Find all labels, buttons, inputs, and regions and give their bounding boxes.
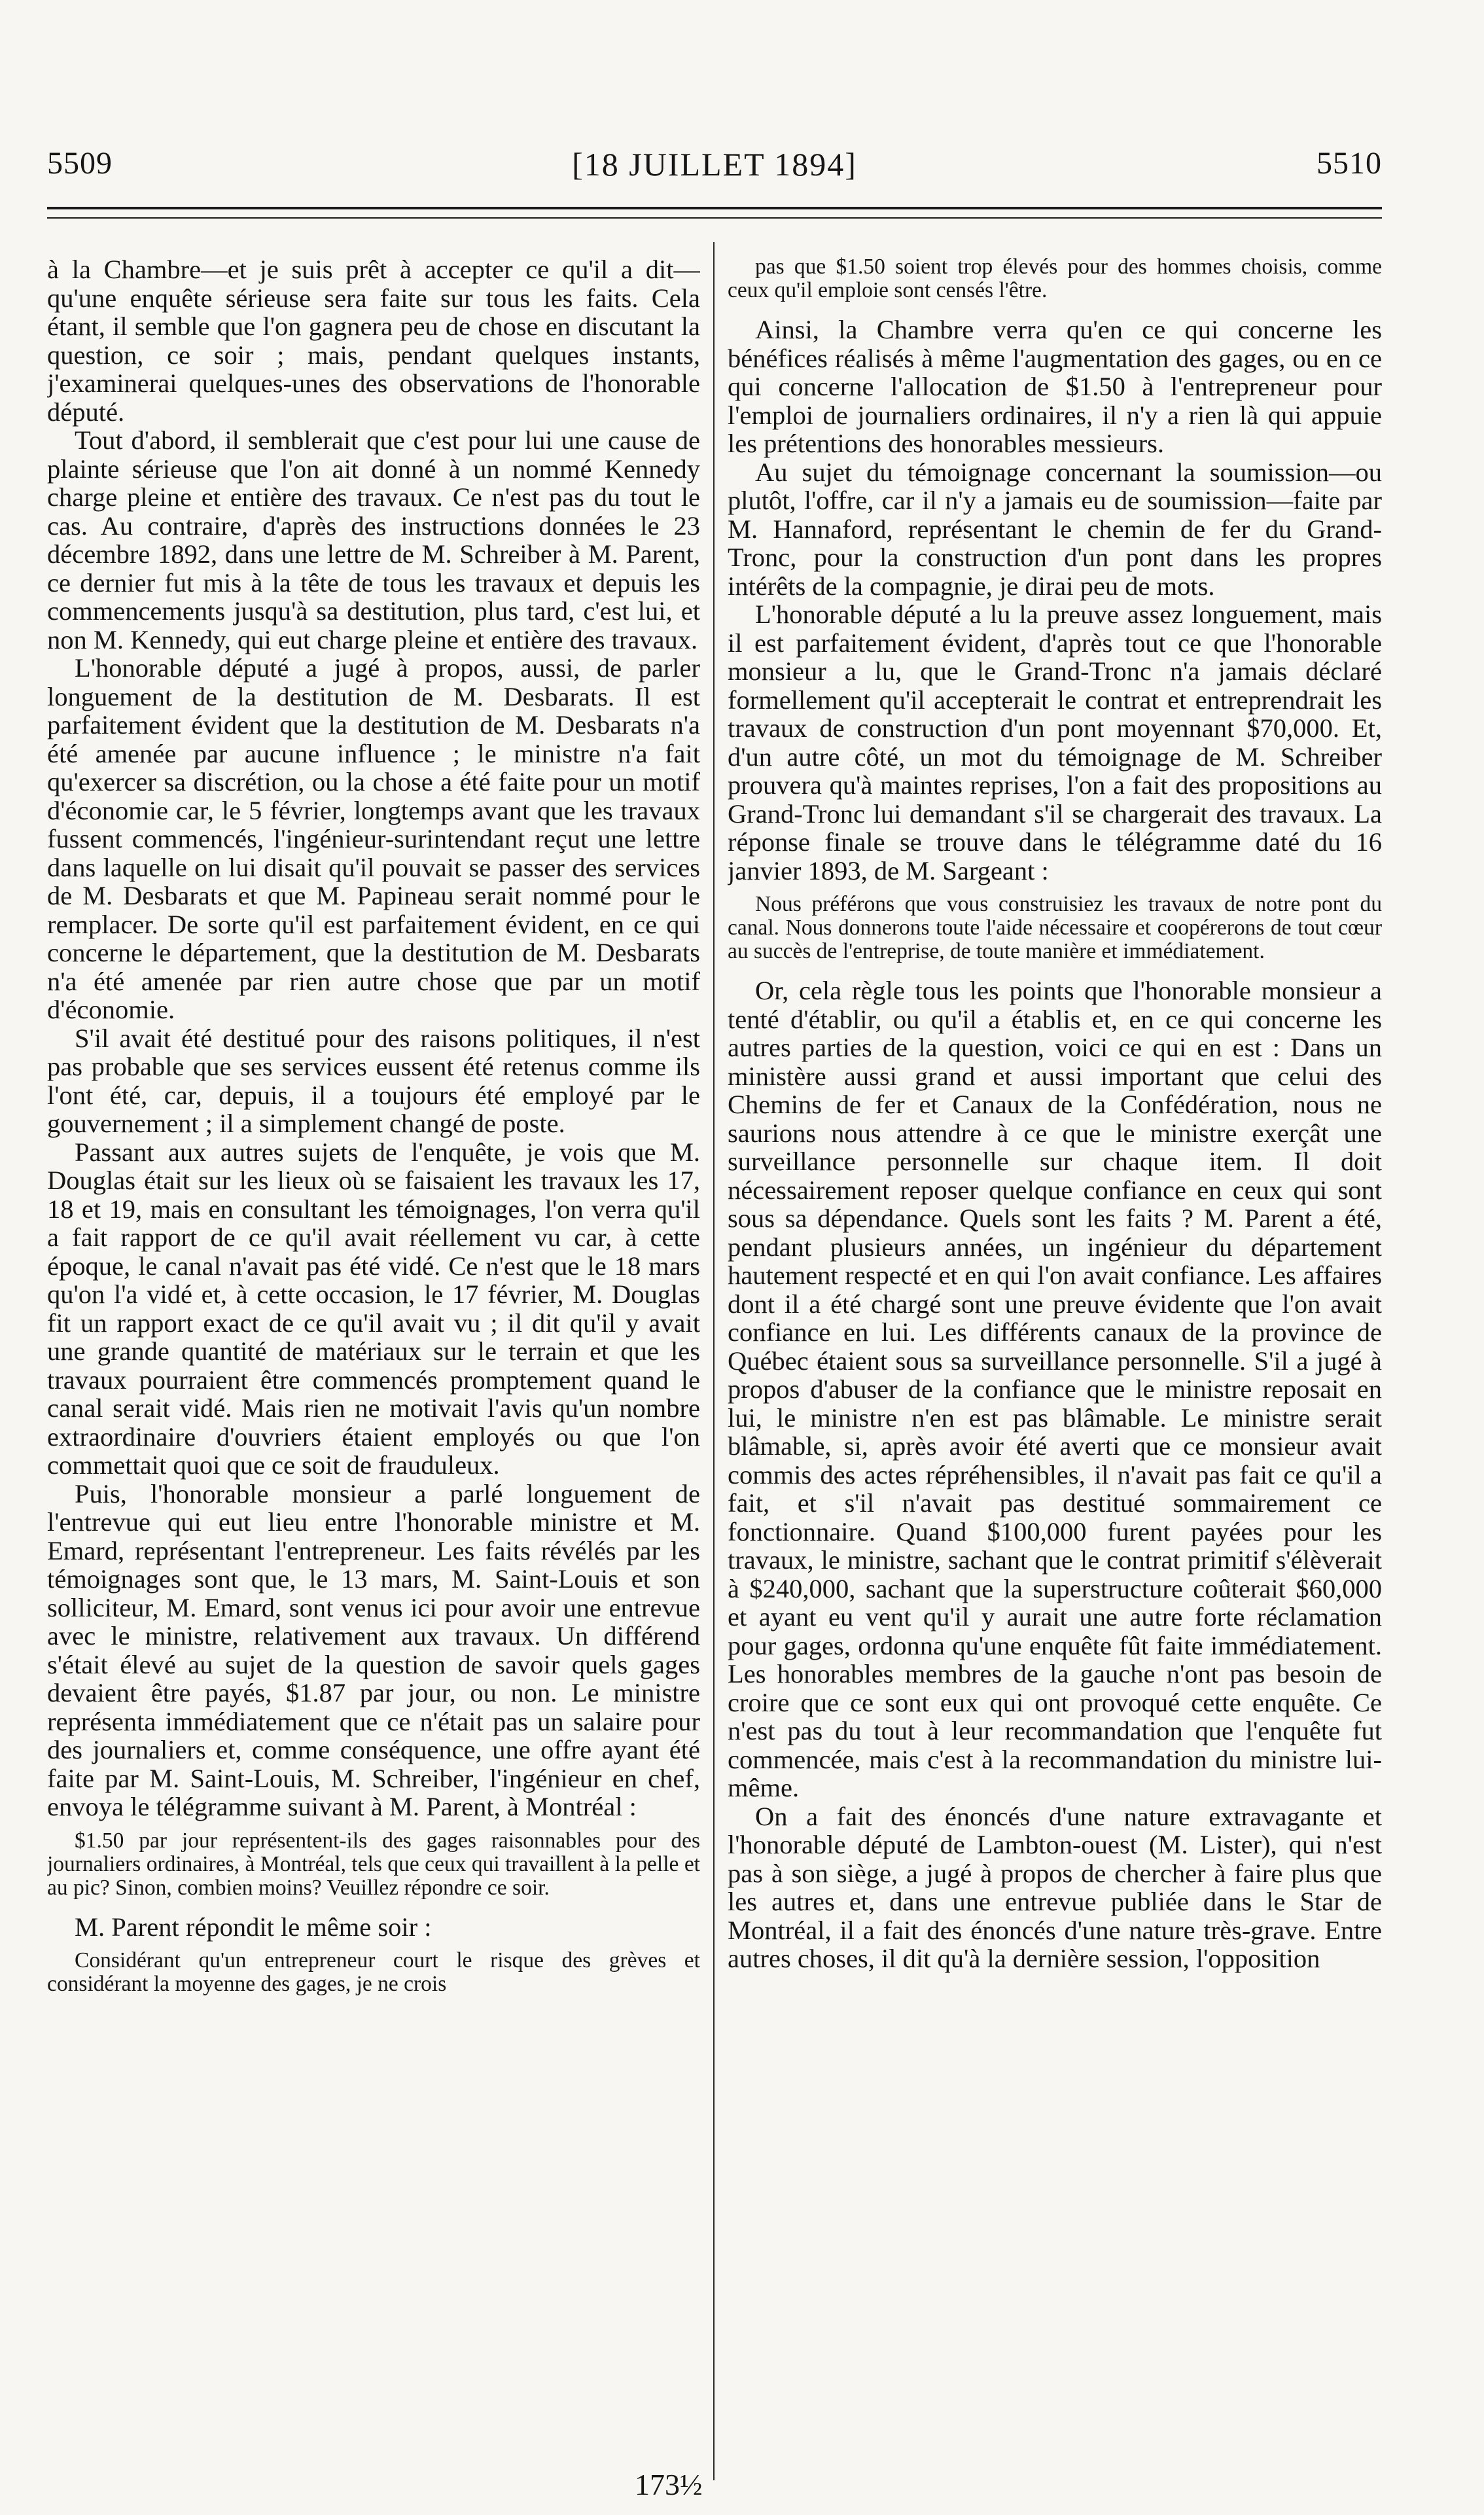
header-rule-thin	[47, 217, 1382, 219]
page-header	[47, 145, 1382, 191]
reply-quote-continued: pas que $1.50 soient trop élevés pour des hommes choisis, comme ceux qu'il emploie sont censés l'être.	[728, 255, 1382, 302]
paragraph: L'honorable député a jugé à propos, aussi, de parler longuement de la destitution de M. Desbarats. Il est parfaitement évident que la destitution de M. Desbarats n'a été amenée par aucune influence ; le ministre n'a fait qu'exercer sa discrétion, ou la chose a été faite pour un motif d'économie car, le 5 février, longtemps avant que les travaux fussent commencés, l'ingénieur-surintendant reçut une lettre dans laquelle on lui disait qu'il pouvait se passer des services de M. Desbarats et que M. Papineau serait nommé pour le remplacer. De sorte qu'il est parfaitement évident, en ce qui concerne le département, que la destitution de M. Desbarats n'a été amenée par rien autre chose que par un motif d'économie.	[47, 653, 700, 1024]
right-column	[728, 255, 1382, 2467]
telegram-quote: $1.50 par jour représentent-ils des gages raisonnables pour des journaliers ordinaires, à Montréal, tels que ceux qui travaillent à la pelle et au pic? Sinon, combien moins? Veuillez répondre ce soir.	[47, 1828, 700, 1900]
paragraph: Puis, l'honorable monsieur a parlé longuement de l'entrevue qui eut lieu entre l'honorable ministre et M. Emard, représentant l'entrepreneur. Les faits révélés par les témoignages sont que, le 13 mars, M. Saint-Louis et son solliciteur, M. Emard, sont venus ici pour avoir une entrevue avec le ministre, relativement aux travaux. Un différend s'était élevé au sujet de la question de savoir quels gages devaient être payés, $1.87 par jour, ou non. Le ministre représenta immédiatement que ce n'était pas un salaire pour des journaliers et, comme conséquence, une offre ayant été faite par M. Saint-Louis, M. Schreiber, l'ingénieur en chef, envoya le télégramme suivant à M. Parent, à Montréal :	[47, 1478, 700, 1821]
page-number-right: 5510	[1316, 146, 1382, 181]
paragraph: Ainsi, la Chambre verra qu'en ce qui concerne les bénéfices réalisés à même l'augmentation des gages, ou en ce qui concerne l'allocation de $1.50 à l'entrepreneur pour l'emploi de journaliers ordinaires, il n'y a rien là qui appuie les prétentions des honorables messieurs.	[728, 315, 1382, 458]
paragraph: Passant aux autres sujets de l'enquête, je vois que M. Douglas était sur les lieux où se faisaient les travaux les 17, 18 et 19, mais en consultant les témoignages, l'on verra qu'il a fait rapport de ce qu'il avait réellement vu car, à cette époque, le canal n'avait pas été vidé. Ce n'est que le 18 mars qu'on l'a vidé et, à cette occasion, le 17 février, M. Douglas fit un rapport exact de ce qu'il avait vu ; il dit qu'il y avait une grande quantité de matériaux sur le terrain et que les travaux pourraient être commencés promptement quand le canal serait vidé. Mais rien ne motivait l'avis qu'un nombre extraordinaire d'ouvriers étaient employés ou que l'on commettait quoi que ce soit de frauduleux.	[47, 1137, 700, 1480]
paragraph: S'il avait été destitué pour des raisons politiques, il n'est pas probable que ses services eussent été retenus comme ils l'ont été, car, depuis, il a toujours été employé par le gouvernement ; il a simplement changé de poste.	[47, 1023, 700, 1138]
paragraph: On a fait des énoncés d'une nature extravagante et l'honorable député de Lambton-ouest (M. Lister), qui n'est pas à son siège, a jugé à propos de chercher à faire plus que les autres et, dans une entrevue publiée dans le Star de Montréal, il a fait des énoncés d'une nature très-grave. Entre autres choses, il dit qu'à la dernière session, l'opposition	[728, 1801, 1382, 1973]
page-number-left: 5509	[47, 146, 113, 181]
paragraph: Au sujet du témoignage concernant la soumission—ou plutôt, l'offre, car il n'y a jamais eu de soumission—faite par M. Hannaford, représentant le chemin de fer du Grand-Tronc, pour la construction d'un pont dans les propres intérêts de la compagnie, je dirai peu de mots.	[728, 457, 1382, 601]
reply-quote: Considérant qu'un entrepreneur court le risque des grèves et considérant la moyenne des gages, je ne crois	[47, 1948, 700, 1996]
paragraph: L'honorable député a lu la preuve assez longuement, mais il est parfaitement évident, d'après tout ce que l'honorable monsieur a lu, que le Grand-Tronc n'a jamais déclaré formellement qu'il accepterait le contrat et entreprendrait les travaux de construction d'un pont moyennant $70,000. Et, d'un autre côté, un mot du témoignage de M. Schreiber prouvera qu'à maintes reprises, l'on a fait des propositions au Grand-Tronc lui demandant s'il se chargerait des travaux. La réponse finale se trouve dans le télégramme daté du 16 janvier 1893, de M. Sargeant :	[728, 599, 1382, 885]
column-divider	[713, 242, 715, 2480]
sargeant-telegram-quote: Nous préférons que vous construisiez les travaux de notre pont du canal. Nous donnerons toute l'aide nécessaire et coopérerons de tout cœur au succès de l'entreprise, de toute manière et immédiatement.	[728, 892, 1382, 963]
header-date: [18 JUILLET 1894]	[572, 146, 857, 183]
folio-number: 173½	[635, 2468, 703, 2501]
paragraph: Tout d'abord, il semblerait que c'est pour lui une cause de plainte sérieuse que l'on ait donné à un nommé Kennedy charge pleine et entière des travaux. Ce n'est pas du tout le cas. Au contraire, d'après des instructions données le 23 décembre 1892, dans une lettre de M. Schreiber à M. Parent, ce dernier fut mis à la tête de tous les travaux et depuis les commencements jusqu'à sa destitution, plus tard, c'est lui, et non M. Kennedy, qui eut charge pleine et entière des travaux.	[47, 425, 700, 654]
left-column	[47, 255, 700, 2467]
paragraph: Or, cela règle tous les points que l'honorable monsieur a tenté d'établir, ou qu'il a établis et, en ce qui concerne les autres parties de la question, voici ce qui en est : Dans un ministère aussi grand et aussi important que celui des Chemins de fer et Canaux de la Confédération, nous ne saurions nous attendre à ce que le ministre exerçât une surveillance personnelle sur chaque item. Il doit nécessairement reposer quelque confiance en ceux qui sont sous sa dépendance. Quels sont les faits ? M. Parent a été, pendant plusieurs années, un ingénieur du département hautement respecté et en qui l'on avait confiance. Les affaires dont il a été chargé sont une preuve évidente que l'on avait confiance en lui. Les différents canaux de la province de Québec étaient sous sa surveillance personnelle. S'il a jugé à propos d'abuser de la confiance que le ministre reposait en lui, le ministre n'en est pas blâmable. Le ministre serait blâmable, si, après avoir été averti que ce monsieur avait commis des actes répréhensibles, il n'avait pas fait ce qu'il a fait, et s'il n'avait pas destitué sommairement ce fonctionnaire. Quand $100,000 furent payées pour les travaux, le ministre, sachant que le contrat primitif s'élèverait à $240,000, sachant que la superstructure coûterait $60,000 et ayant eu vent qu'il y aurait une autre forte réclamation pour gages, ordonna qu'une enquête fût faite immédiatement. Les honorables membres de la gauche n'ont pas besoin de croire que ce sont eux qui ont provoqué cette enquête. Ce n'est pas du tout à leur recommandation que l'enquête fut commencée, mais c'est à la recommandation du ministre lui-même.	[728, 976, 1382, 1802]
paragraph: à la Chambre—et je suis prêt à accepter ce qu'il a dit—qu'une enquête sérieuse sera faite sur tous les faits. Cela étant, il semble que l'on gagnera peu de chose en discutant la question, ce soir ; mais, pendant quelques instants, j'examinerai quelques-unes des observations de l'honorable député.	[47, 255, 700, 427]
header-rule-thick	[47, 207, 1382, 209]
paragraph: M. Parent répondit le même soir :	[75, 1912, 432, 1942]
